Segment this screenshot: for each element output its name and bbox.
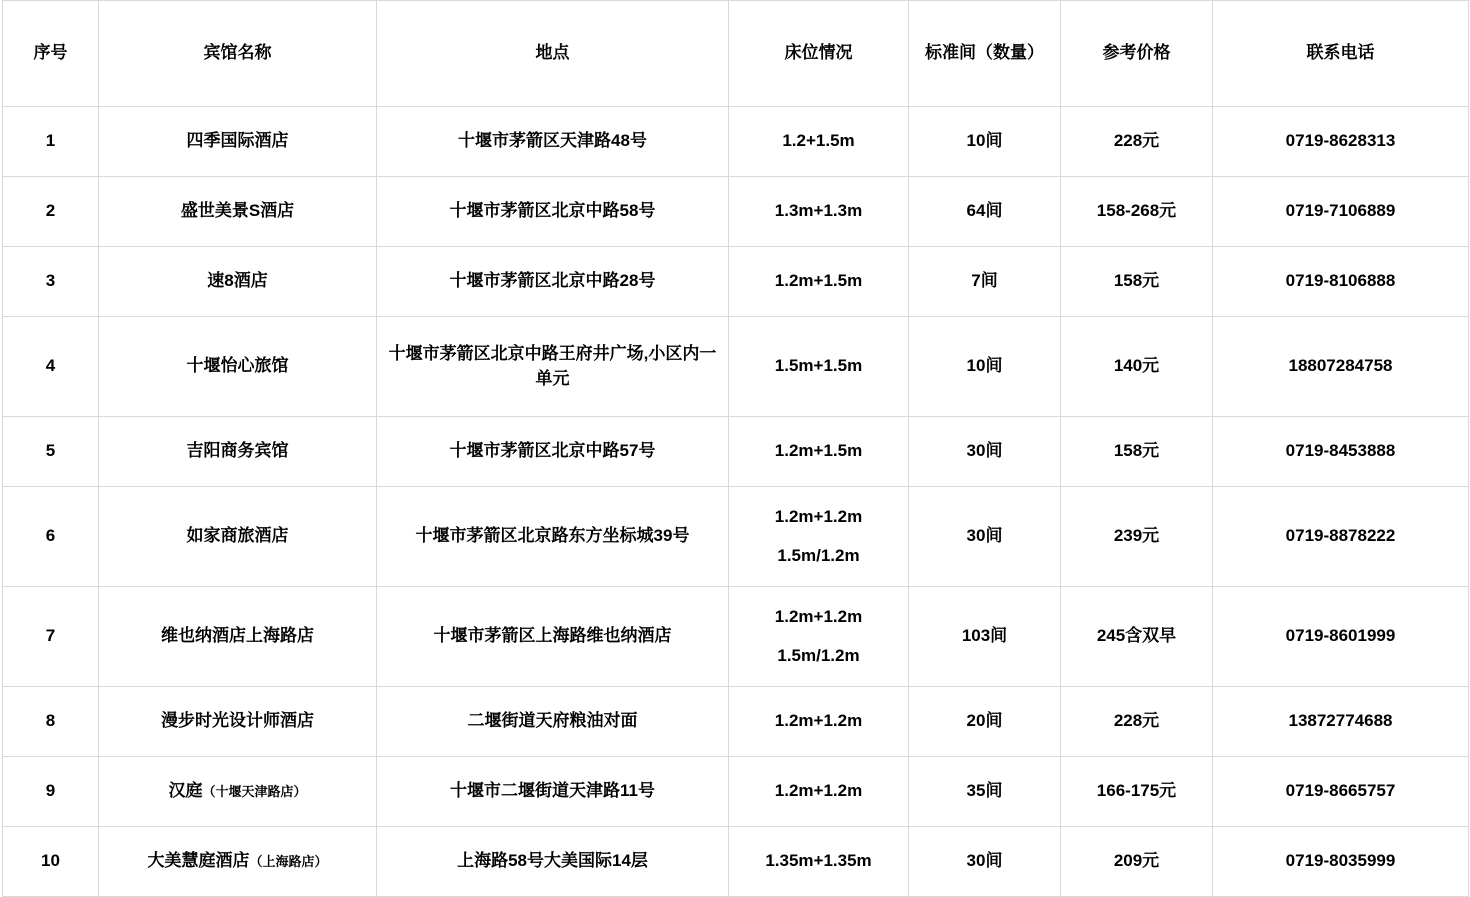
cell-index: 3: [3, 247, 99, 317]
table-body: [3, 107, 1469, 897]
table-row: [3, 107, 1469, 177]
cell-phone: 0719-7106889: [1213, 177, 1469, 247]
column-header-bed-info: 床位情况: [729, 1, 909, 107]
cell-location: 二堰街道天府粮油对面: [377, 687, 729, 757]
table-row: [3, 827, 1469, 897]
cell-location: 上海路58号大美国际14层: [377, 827, 729, 897]
table-header: [3, 1, 1469, 107]
cell-price: 228元: [1061, 107, 1213, 177]
cell-hotel-name: 吉阳商务宾馆: [99, 417, 377, 487]
cell-index: 10: [3, 827, 99, 897]
column-header-price: 参考价格: [1061, 1, 1213, 107]
cell-hotel-name: 盛世美景S酒店: [99, 177, 377, 247]
cell-hotel-name: 维也纳酒店上海路店: [99, 587, 377, 687]
cell-standard-rooms: 103间: [909, 587, 1061, 687]
table-row: [3, 317, 1469, 417]
cell-price: 158-268元: [1061, 177, 1213, 247]
cell-location: 十堰市茅箭区北京路东方坐标城39号: [377, 487, 729, 587]
table-row: [3, 247, 1469, 317]
cell-price: 228元: [1061, 687, 1213, 757]
cell-phone: 18807284758: [1213, 317, 1469, 417]
cell-bed-info: 1.2m+1.5m: [729, 247, 909, 317]
cell-standard-rooms: 30间: [909, 417, 1061, 487]
cell-standard-rooms: 30间: [909, 487, 1061, 587]
cell-hotel-name: 四季国际酒店: [99, 107, 377, 177]
cell-price: 239元: [1061, 487, 1213, 587]
column-header-standard-rooms: 标准间（数量）: [909, 1, 1061, 107]
cell-standard-rooms: 64间: [909, 177, 1061, 247]
column-header-location: 地点: [377, 1, 729, 107]
bed-info-line-2: 1.5m/1.2m: [777, 645, 860, 665]
cell-phone: 0719-8601999: [1213, 587, 1469, 687]
cell-index: 2: [3, 177, 99, 247]
cell-standard-rooms: 7间: [909, 247, 1061, 317]
bed-info-line-1: 1.2m+1.2m: [774, 506, 863, 526]
cell-index: 9: [3, 757, 99, 827]
column-header-phone: 联系电话: [1213, 1, 1469, 107]
cell-location: 十堰市茅箭区北京中路王府井广场,小区内一单元: [377, 317, 729, 417]
hotel-table: [2, 0, 1469, 897]
cell-location: 十堰市二堰街道天津路11号: [377, 757, 729, 827]
cell-bed-info: 1.35m+1.35m: [729, 827, 909, 897]
cell-standard-rooms: 10间: [909, 107, 1061, 177]
table-row: [3, 177, 1469, 247]
cell-index: 4: [3, 317, 99, 417]
cell-hotel-name: [99, 757, 377, 827]
hotel-name-main: 汉庭: [168, 781, 203, 801]
cell-hotel-name: 漫步时光设计师酒店: [99, 687, 377, 757]
cell-phone: 0719-8878222: [1213, 487, 1469, 587]
cell-index: 5: [3, 417, 99, 487]
cell-location: 十堰市茅箭区天津路48号: [377, 107, 729, 177]
cell-hotel-name: 十堰怡心旅馆: [99, 317, 377, 417]
cell-bed-info: 1.2m+1.2m: [729, 687, 909, 757]
cell-price: 158元: [1061, 247, 1213, 317]
hotel-name-sub: （十堰天津路店）: [202, 784, 307, 800]
cell-phone: 0719-8453888: [1213, 417, 1469, 487]
cell-phone: 0719-8628313: [1213, 107, 1469, 177]
table-row: [3, 487, 1469, 587]
cell-bed-info: 1.2m+1.5m: [729, 417, 909, 487]
bed-info-line-2: 1.5m/1.2m: [777, 545, 860, 565]
bed-info-line-1: 1.2m+1.2m: [774, 606, 863, 626]
cell-bed-info: 1.2m+1.2m: [729, 757, 909, 827]
table-row: [3, 757, 1469, 827]
cell-standard-rooms: 10间: [909, 317, 1061, 417]
cell-hotel-name: 速8酒店: [99, 247, 377, 317]
cell-index: 7: [3, 587, 99, 687]
cell-location: 十堰市茅箭区上海路维也纳酒店: [377, 587, 729, 687]
cell-bed-info: 1.2+1.5m: [729, 107, 909, 177]
cell-phone: 13872774688: [1213, 687, 1469, 757]
cell-location: 十堰市茅箭区北京中路57号: [377, 417, 729, 487]
table-row: [3, 687, 1469, 757]
cell-standard-rooms: 35间: [909, 757, 1061, 827]
cell-hotel-name: 如家商旅酒店: [99, 487, 377, 587]
cell-price: 209元: [1061, 827, 1213, 897]
cell-bed-info: 1.5m+1.5m: [729, 317, 909, 417]
cell-phone: 0719-8665757: [1213, 757, 1469, 827]
column-header-hotel-name: 宾馆名称: [99, 1, 377, 107]
cell-standard-rooms: 30间: [909, 827, 1061, 897]
column-header-index: 序号: [3, 1, 99, 107]
cell-location: 十堰市茅箭区北京中路28号: [377, 247, 729, 317]
cell-hotel-name: [99, 827, 377, 897]
cell-bed-info: 1.3m+1.3m: [729, 177, 909, 247]
hotel-name-sub: （上海路店）: [249, 854, 328, 870]
cell-location: 十堰市茅箭区北京中路58号: [377, 177, 729, 247]
cell-phone: 0719-8106888: [1213, 247, 1469, 317]
cell-price: 158元: [1061, 417, 1213, 487]
table-row: [3, 587, 1469, 687]
cell-bed-info: [729, 587, 909, 687]
cell-standard-rooms: 20间: [909, 687, 1061, 757]
cell-index: 1: [3, 107, 99, 177]
cell-price: 140元: [1061, 317, 1213, 417]
cell-index: 8: [3, 687, 99, 757]
cell-phone: 0719-8035999: [1213, 827, 1469, 897]
table-row: [3, 417, 1469, 487]
cell-index: 6: [3, 487, 99, 587]
cell-bed-info: [729, 487, 909, 587]
cell-price: 245含双早: [1061, 587, 1213, 687]
cell-price: 166-175元: [1061, 757, 1213, 827]
table-header-row: [3, 1, 1469, 107]
hotel-name-main: 大美慧庭酒店: [147, 851, 250, 871]
